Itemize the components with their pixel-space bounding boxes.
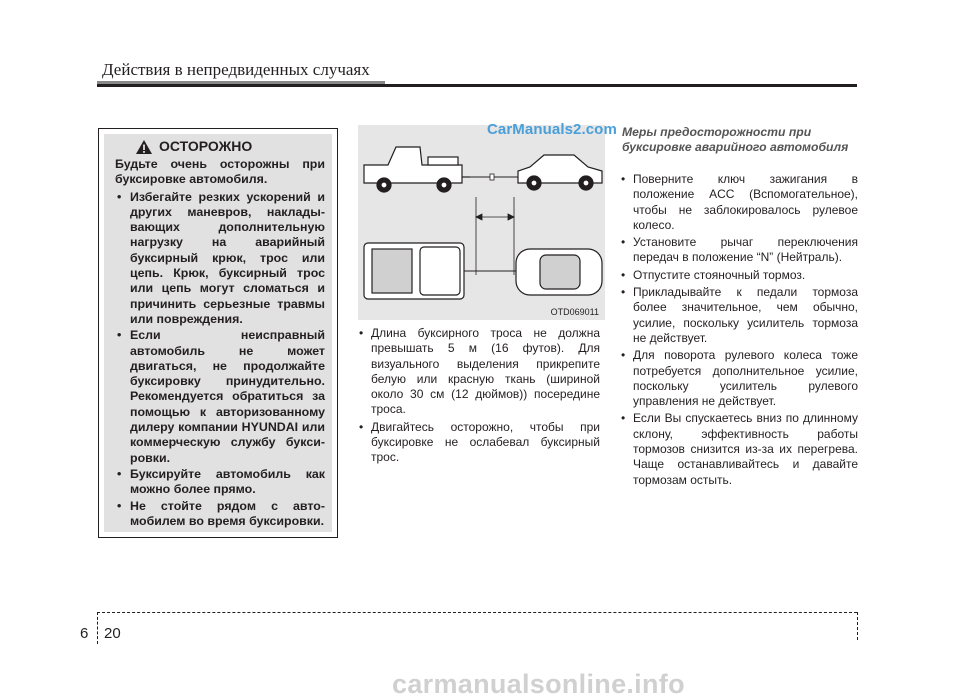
warning-heading [135, 139, 325, 155]
warning-list [115, 190, 325, 530]
towing-diagram [358, 125, 605, 320]
footer-rule [97, 612, 857, 613]
precaution-item: • Если Вы спускаетесь вниз по длинному склону, эффективность работы тормозов снизится из-за их перегрева. Чаще останавливайтесь и давайте тормозам остыть. [620, 411, 858, 487]
rope-instruction-item: • Двигайтесь осторожно, чтобы при буксировке не ослабевал буксирный трос. [358, 420, 600, 466]
footer-right-marker [857, 612, 858, 640]
warning-content [104, 134, 332, 532]
watermark-carmanuals: CarManuals2.com [487, 121, 617, 138]
precaution-item: • Поверните ключ зажигания в положение ACC (Вспомогательное), чтобы не заблокировалось рулевое колесо. [620, 172, 858, 233]
page-header-title: Действия в непредвиденных случаях [102, 60, 370, 79]
towing-illustration [358, 125, 605, 320]
footer-left-marker [97, 612, 98, 644]
precaution-item: • Отпустите стояночный тормоз. [620, 268, 858, 283]
precautions-list [620, 172, 858, 490]
figure-code: OTD069011 [550, 307, 599, 317]
warning-item: • Если неисправный автомобиль не может двигаться, не продолжайте буксировку принудительно. Рекомендуется обратиться за помощью к авторизованному дилеру компании HYUNDAI или коммерческую службу буксировки. [115, 328, 325, 466]
footer-watermark: carmanualsonline.info [392, 669, 685, 699]
rope-instruction-item: • Длина буксирного троса не должна превышать 5 м (16 футов). Для визуального выделения прикрепите белую или красную ткань (шириной около 30 см (12 дюймов)) посередине троса. [358, 326, 600, 418]
tow-truck-top [364, 243, 464, 299]
precaution-item: • Установите рычаг переключения передач в положение “N” (Нейтраль). [620, 235, 858, 266]
warning-intro: Будьте очень осторожны при буксировке автомобиля. [115, 157, 325, 187]
precautions-title: Меры предосторожности при буксировке аварийного автомобиля [622, 125, 849, 154]
warning-box [98, 128, 338, 538]
precaution-item: • Для поворота рулевого колеса тоже потребуется дополнительное усилие, поскольку усилитель рулевого управления не действует. [620, 348, 858, 409]
warning-item: • Не стойте рядом с автомобилем во время буксировки. [115, 499, 325, 530]
precaution-item: • Прикладывайте к педали тормоза более значительное, чем обычно, усилие, поскольку усилитель тормоза не действует. [620, 285, 858, 346]
rope-instructions [358, 326, 600, 468]
warning-item: • Избегайте резких ускорений и других маневров, накладывающих дополнительную нагрузку на аварийный буксирный крюк, трос или цепь. Крюк, буксирный трос или цепь могут сломаться и причинить серьезные травмы или повреждения. [115, 190, 325, 328]
page-number: 20 [104, 625, 121, 642]
warning-item: • Буксируйте автомобиль как можно более прямо. [115, 467, 325, 498]
rope-length-marker [476, 197, 514, 275]
tow-truck-side [364, 147, 470, 192]
warning-triangle-icon [135, 139, 153, 155]
section-number: 6 [80, 625, 89, 642]
towed-car-top [516, 249, 602, 295]
header-rule [97, 84, 857, 87]
rope-flag [490, 174, 494, 180]
warning-heading-text: ОСТОРОЖНО [159, 138, 253, 155]
towed-car-side [518, 155, 602, 190]
